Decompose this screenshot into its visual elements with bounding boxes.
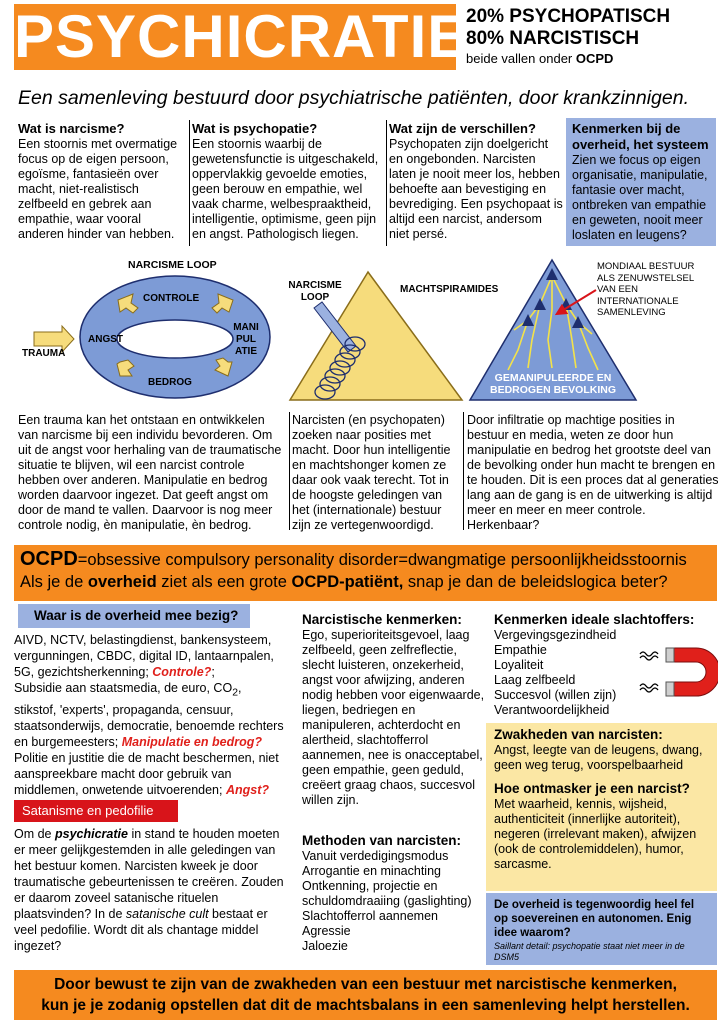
section-title: Kenmerken ideale slachtoffers: [494,612,695,627]
label-controle: CONTROLE [143,293,200,304]
divider [386,120,387,246]
bottom-line-2: kun je je zodanig opstellen dat dit de machtsbalans in een samenleving helpt herstellen. [41,997,690,1014]
list-item: schuldomdraaiing (gaslighting) [302,894,472,908]
box-title: Kenmerken bij de overheid, het systeem [572,121,709,152]
label-angst: ANGST [88,334,123,345]
overheid-detail: Saillant detail: psychopatie staat niet meer in de DSM5 [494,941,685,962]
label-narcisme-loop: NARCISME LOOP [288,280,342,303]
list-item: Ontkenning, projectie en [302,879,438,893]
list-item: Verantwoordelijkheid [494,703,610,717]
satanisme-title: Satanisme en pedofilie [14,800,178,822]
section-title: Hoe ontmasker je een narcist? [494,781,690,796]
column-verschillen [389,121,563,242]
loop-title: NARCISME LOOP [128,259,217,271]
label-manipulatie: MANI PUL ATIE [233,322,259,357]
column-narcisme [18,121,186,242]
column-text: Een stoornis waarbij de gewetensfunctie is uitgeschakeld, oppervlakkig gevoelde emoties, geen berouw en empathie, wel vaak charme, welbespraaktheid, intelligentie, optimisme, geen pijn en angst. Pathologisch liegen. [192,137,379,241]
column-text: Een stoornis met overmatige focus op de eigen persoon, egoïsme, fantasieën over macht, niet-realistisch zelfbeeld en gebrek aan empathie, waar vooral anderen hinder van hebben. [18,137,178,241]
label-bedrog: BEDROG [148,377,192,388]
methoden-narcisten [302,832,486,954]
overheid-question: De overheid is tegenwoordig heel fel op soevereinen en autonomen. Enig idee waarom? [494,899,695,939]
list-item: Vergevingsgezindheid [494,628,617,642]
divider [189,120,190,246]
magnet-icon [636,642,718,702]
subtitle: Een samenleving bestuurd door psychiatrische patiënten, door krankzinnigen. [18,87,689,109]
list-item: Laag zelfbeeld [494,673,576,687]
kenmerken-overheid-box [566,118,716,246]
narcistische-kenmerken [302,611,486,808]
tagline-narcistisch: 80% NARCISTISCH [466,28,640,49]
section-title: Zwakheden van narcisten: [494,727,663,742]
list-item: Vanuit verdedigingsmodus [302,849,449,863]
ocpd-question: Als je de overheid ziet als een grote OCPD-patiënt, snap je dan de beleidslogica beter? [20,573,668,591]
column-title: Wat is psychopatie? [192,121,318,136]
label-gemanipuleerde: GEMANIPULEERDE EN BEDROGEN BEVOLKING [489,372,616,396]
tagline-psychopatisch: 20% PSYCHOPATISCH [466,6,671,27]
list-item: Slachtofferrol aannemen [302,909,438,923]
label-machtspiramides: MACHTSPIRAMIDES [400,284,499,295]
bottom-banner [14,970,717,1020]
zwakheden-box [486,723,717,891]
list-item: Empathie [494,643,547,657]
column-text: Psychopaten zijn doelgericht en ongebonden. Narcisten laten je nooit meer los, hebben behoefte aan bevestiging en bevrediging. Een psychopaat is altijd een narcist, andersom niet persé. [389,137,563,241]
list-item: Succesvol (willen zijn) [494,688,617,702]
overheid-question-box [486,893,717,965]
ocpd-definition: OCPD=obsessive compulsory personality disorder=dwangmatige persoonlijkheidsstoornis [20,548,687,570]
label-trauma: TRAUMA [22,348,66,359]
divider [463,412,464,530]
waar-title: Waar is de overheid mee bezig? [18,604,250,628]
column-psychopatie [192,121,388,242]
list-item: Loyaliteit [494,658,544,672]
page-title: PSYCHICRATIE [14,3,469,70]
divider [289,412,290,530]
header-tagline [466,6,716,68]
ocpd-banner [14,545,717,601]
loop-hole [117,320,233,358]
bottom-line-1: Door bewust te zijn van de zwakheden van een bestuur met narcistische kenmerken, [54,976,677,993]
box-text: Zien we focus op eigen organisatie, manipulatie, fantasie over macht, ontbreken van empathie en geweten, nooit meer loslaten en leugens? [572,153,708,242]
column-title: Wat zijn de verschillen? [389,121,536,136]
waar-text: AIVD, NCTV, belastingdienst, bankensysteem, vergunningen, CBDC, digital ID, lantaarnpalen, 5G, gezichtsherkenning; Controle?; Subsidie aan staatsmedia, de euro, $CO_2$, stikstof, 'experts', propaganda, censuur, staatsonderwijs, democratie, benoemde rechters en burgemeesters; Manipulatie en bedrog? Politie en justitie die de macht beschermen, niet aanspreekbare macht door gebruik van middlemen, onwetende uitvoerenden; Angst? [14,633,284,797]
section-text: Angst, leegte van de leugens, dwang, geen weg terug, voorspelbaarheid [494,743,703,772]
paragraph-infiltratie: Door infiltratie op machtige posities in bestuur en media, weten ze door hun manipulatie en bedrog het grootste deel van de bevolking onder hun macht te brengen en te houden. Dit is een proces dat al generaties lang aan de gang is en de uitwerking is altijd meer en meer en meer controle. Herkenbaar? [467,413,719,532]
section-title: Narcistische kenmerken: [302,612,462,627]
section-title: Methoden van narcisten: [302,833,462,848]
paragraph-narcisten: Narcisten (en psychopaten) zoeken naar posities met macht. Door hun intelligentie en machtshonger komen ze daar ook vaak terecht. Tot in de hoogste geledingen van het (internationale) bestuur zijn ze vertegenwoordigd. [292,413,451,532]
section-text: Ego, superioriteitsgevoel, laag zelfbeeld, geen zelfreflectie, slecht luisteren, onzekerheid, angst voor afwijzing, anderen nodig hebben voor eigenwaarde, liegen, bedriegen en manipuleren, achterdocht en alertheid, slachtofferrol aannemen, nee is onacceptabel, geen empathie, geen geduld, creëert graag chaos, succesvol willen zijn. [302,628,485,807]
list-item: Arrogantie en minachting [302,864,441,878]
label-mondiaal: MONDIAAL BESTUUR ALS ZENUWSTELSEL VAN EEN INTERNATIONALE SAMENLEVING [597,261,695,318]
tagline-ocpd: beide vallen onder OCPD [466,51,614,66]
list-item: Jaloezie [302,939,348,953]
section-text: Met waarheid, kennis, wijsheid, authenticiteit (innerlijke autoriteit), negeren (irrelevant maken), afwijzen (ook de controlemiddelen), humor, sarcasme. [494,797,697,871]
list-item: Agressie [302,924,351,938]
column-title: Wat is narcisme? [18,121,125,136]
paragraph-trauma: Een trauma kan het ontstaan en ontwikkelen van narcisme bij een individu bevorderen. Om uit de angst voor herhaling van de traumatische situatie te blijven, wil een narcist controle hebben over anderen. Manipulatie en bedrog worden daarvoor ingezet. Dat geeft angst om door de mand te vallen. Daarvoor is nog meer controle nodig, èn manipulatie, èn bedrog. [18,413,282,532]
satanisme-text: Om de psychicratie in stand te houden moeten er meer gelijkgestemden in alle geledingen van het bestuur komen. Narcisten kweek je door traumatische gebeurtenissen te creëren. Zouden er daarom zoveel satanische rituelen plaatsvinden? In de satanische cult bestaat er veel pedofilie. Wordt dit als chantage middel ingezet? [14,827,284,953]
